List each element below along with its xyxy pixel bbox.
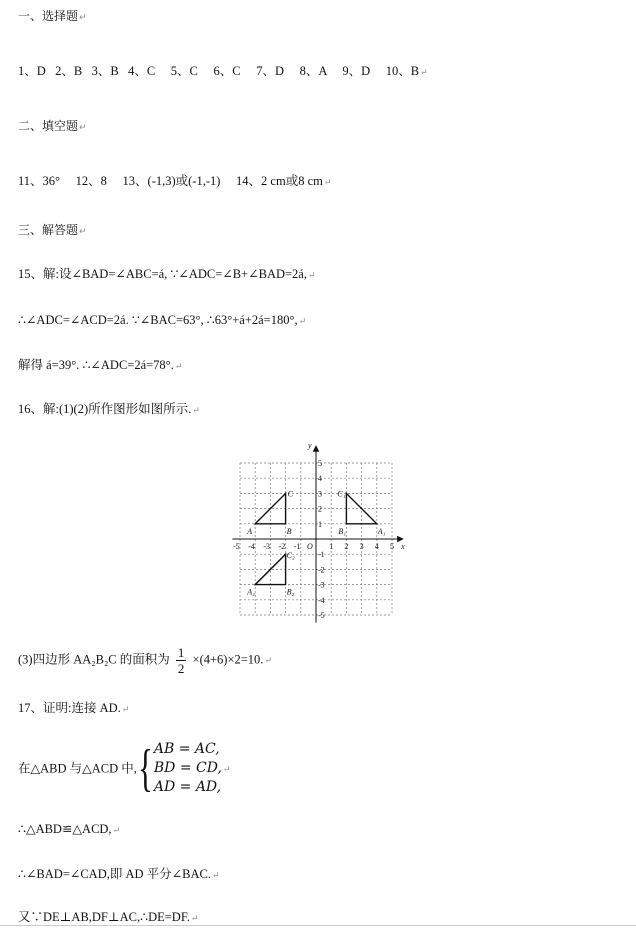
x-tick-label: -2: [278, 542, 286, 551]
x-tick-label: -3: [263, 542, 271, 551]
x-tick-label: 1: [329, 542, 334, 551]
y-tick-label: -1: [318, 550, 325, 560]
section-heading-solve: 三、解答题↵: [18, 223, 87, 237]
q17-line5: 又∵DE⊥AB,DF⊥AC,∴DE=DF.↵: [18, 910, 199, 924]
q16-area-line: (3)四边形 AA₂B₂C 的面积为 $\frac{1}{2}$ ×(4+6)×2=10.↵: [18, 645, 272, 676]
x-tick-label: 2: [344, 542, 349, 551]
x-tick-label: 3: [359, 542, 364, 551]
point-label-c2: C₂: [286, 551, 295, 561]
y-tick-label: 2: [318, 504, 322, 514]
q15-line3: 解得 á=39°. ∴∠ADC=2á=78°.↵: [18, 358, 183, 372]
q15-line1: 15、解:设∠BAD=∠ABC=á, ∵∠ADC=∠B+∠BAD=2á,↵: [18, 267, 316, 281]
x-tick-label: 5: [390, 542, 394, 551]
y-tick-label: -2: [318, 565, 325, 575]
fraction-one-half: $\frac{1}{2}$: [177, 645, 185, 676]
y-tick-label: 5: [318, 459, 322, 468]
q17-equation-system: 在△ABD 与△ACD 中,{ AB = AC, BD = CD, AD = AD, ↵: [18, 739, 231, 797]
point-label-a1: A₁: [377, 526, 386, 536]
y-tick-label: 4: [318, 474, 322, 484]
q17-line1: 17、证明:连接 AD.↵: [18, 701, 130, 715]
point-label-c1: C₁: [337, 489, 346, 499]
x-tick-label: 4: [374, 542, 379, 551]
section-heading-choice: 一、选择题↵: [18, 9, 87, 23]
q17-line4: ∴∠BAD=∠CAD,即 AD 平分∠BAC.↵: [18, 867, 220, 881]
fill-answers: 11、36° 12、8 13、(-1,3)或(-1,-1) 14、2 cm或8 cm↵: [18, 174, 332, 188]
point-label-c: C: [287, 489, 293, 499]
y-axis-label: y: [308, 440, 312, 450]
y-tick-label: 1: [318, 519, 322, 529]
q16-line1: 16、解:(1)(2)所作图形如图所示.↵: [18, 402, 200, 416]
section-heading-fill: 二、填空题↵: [18, 119, 87, 133]
x-tick-label: -4: [248, 542, 255, 551]
q15-line2: ∴∠ADC=∠ACD=2á. ∵∠BAC=63°, ∴63°+á+2á=180°,↵: [18, 313, 307, 327]
point-label-b: B: [286, 526, 292, 536]
point-label-b2: B₂: [286, 587, 295, 597]
x-tick-label: -1: [293, 542, 301, 551]
x-axis-arrow-icon: [398, 537, 403, 542]
x-axis-label: x: [401, 542, 405, 551]
q17-line3: ∴△ABD≌△ACD,↵: [18, 822, 121, 836]
coordinate-grid-figure: [230, 438, 420, 623]
page-bottom-rule: [0, 925, 636, 926]
y-tick-label: -3: [318, 580, 325, 590]
origin-label: O: [307, 542, 313, 551]
point-label-b1: B₁: [338, 526, 347, 536]
point-label-a: A: [247, 526, 253, 536]
y-tick-label: -5: [318, 611, 325, 620]
y-axis-arrow-icon: [314, 446, 319, 451]
choice-answers: 1、D 2、B 3、B 4、C 5、C 6、C 7、D 8、A 9、D 10、B↵: [18, 64, 428, 78]
point-label-a2: A₂: [247, 587, 255, 597]
left-brace-icon: {: [137, 739, 153, 797]
x-tick-label: -5: [233, 542, 240, 551]
y-tick-label: 3: [318, 489, 322, 499]
y-tick-label: -4: [318, 595, 325, 605]
